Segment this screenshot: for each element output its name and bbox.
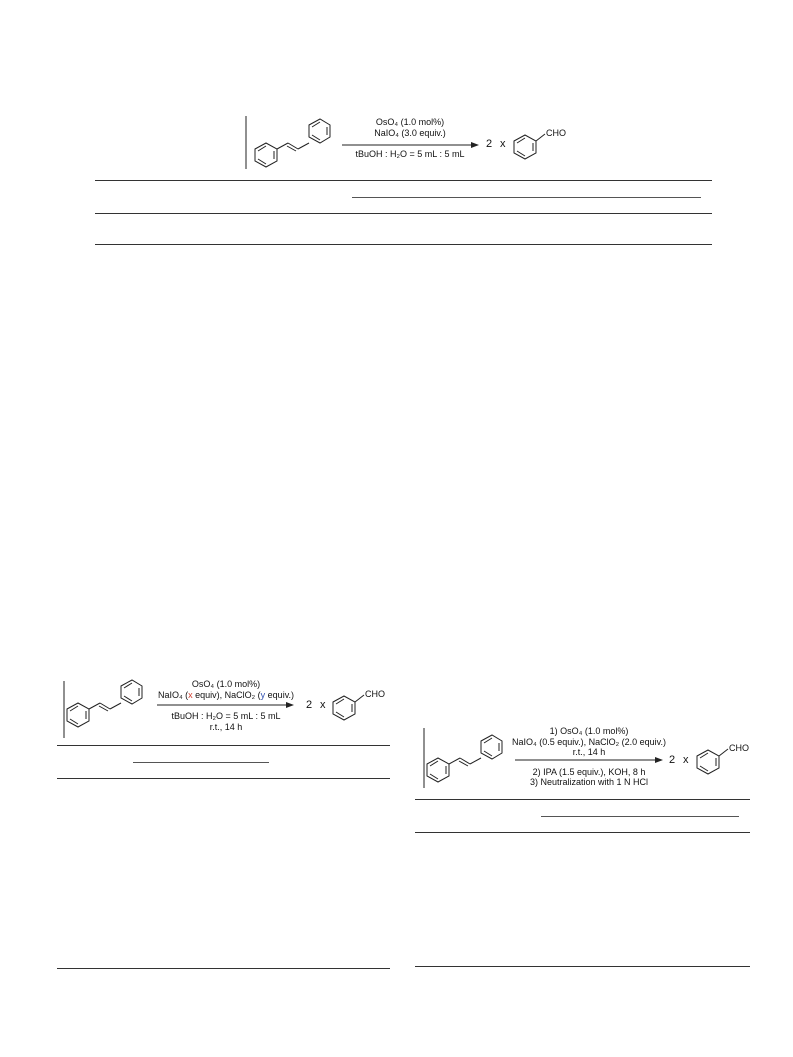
scheme-2-conditions: r.t., 14 h <box>209 722 243 732</box>
reaction-arrowhead-3 <box>655 757 663 763</box>
stilbene-molecule-3 <box>427 735 502 782</box>
table-3-subheader-rule <box>541 816 739 817</box>
benzaldehyde-molecule-3 <box>697 749 728 774</box>
scheme-2-x-variable: x <box>188 690 193 700</box>
scheme-2-solvent: tBuOH : H₂O = 5 mL : 5 mL <box>171 711 281 721</box>
scheme-2-product-group: CHO <box>365 689 385 699</box>
scheme-3-step-3: 3) Neutralization with 1 N HCl <box>529 777 649 787</box>
scheme-3-times: x <box>683 754 689 766</box>
scheme-2-naclo2-text: equiv), NaClO₂ ( <box>192 690 261 700</box>
scheme-3-coefficient: 2 <box>669 754 676 766</box>
scheme-1-reagent-1: OsO₄ (1.0 mol%) <box>375 117 445 127</box>
scheme-1-product-group: CHO <box>546 128 566 138</box>
table-3-bottom-rule <box>415 966 750 967</box>
scheme-1-reagent-2: NaIO₄ (3.0 equiv.) <box>374 128 446 138</box>
scheme-2-equiv-text: equiv.) <box>265 690 295 700</box>
scheme-2-y-variable: y <box>260 690 266 700</box>
scheme-1-times: x <box>500 138 506 150</box>
scheme-3-product-group: CHO <box>729 743 749 753</box>
scheme-2-naio4-text: NaIO₄ ( <box>157 690 189 700</box>
scheme-1-coefficient: 2 <box>486 138 493 150</box>
scheme-3-step-1-line-3: r.t., 14 h <box>572 747 606 757</box>
scheme-2-reagent-1: OsO₄ (1.0 mol%) <box>191 679 261 689</box>
table-3-top-rule <box>415 799 750 800</box>
table-3-header-rule <box>415 832 750 833</box>
scheme-3-step-1-line-1: 1) OsO₄ (1.0 mol%) <box>549 726 629 736</box>
scheme-3-step-2: 2) IPA (1.5 equiv.), KOH, 8 h <box>532 767 646 777</box>
scheme-2-times: x <box>320 699 326 711</box>
scheme-1-solvent: tBuOH : H₂O = 5 mL : 5 mL <box>355 149 465 159</box>
scheme-3-step-1-line-2: NaIO₄ (0.5 equiv.), NaClO₂ (2.0 equiv.) <box>512 737 666 747</box>
scheme-2-coefficient: 2 <box>306 699 313 711</box>
